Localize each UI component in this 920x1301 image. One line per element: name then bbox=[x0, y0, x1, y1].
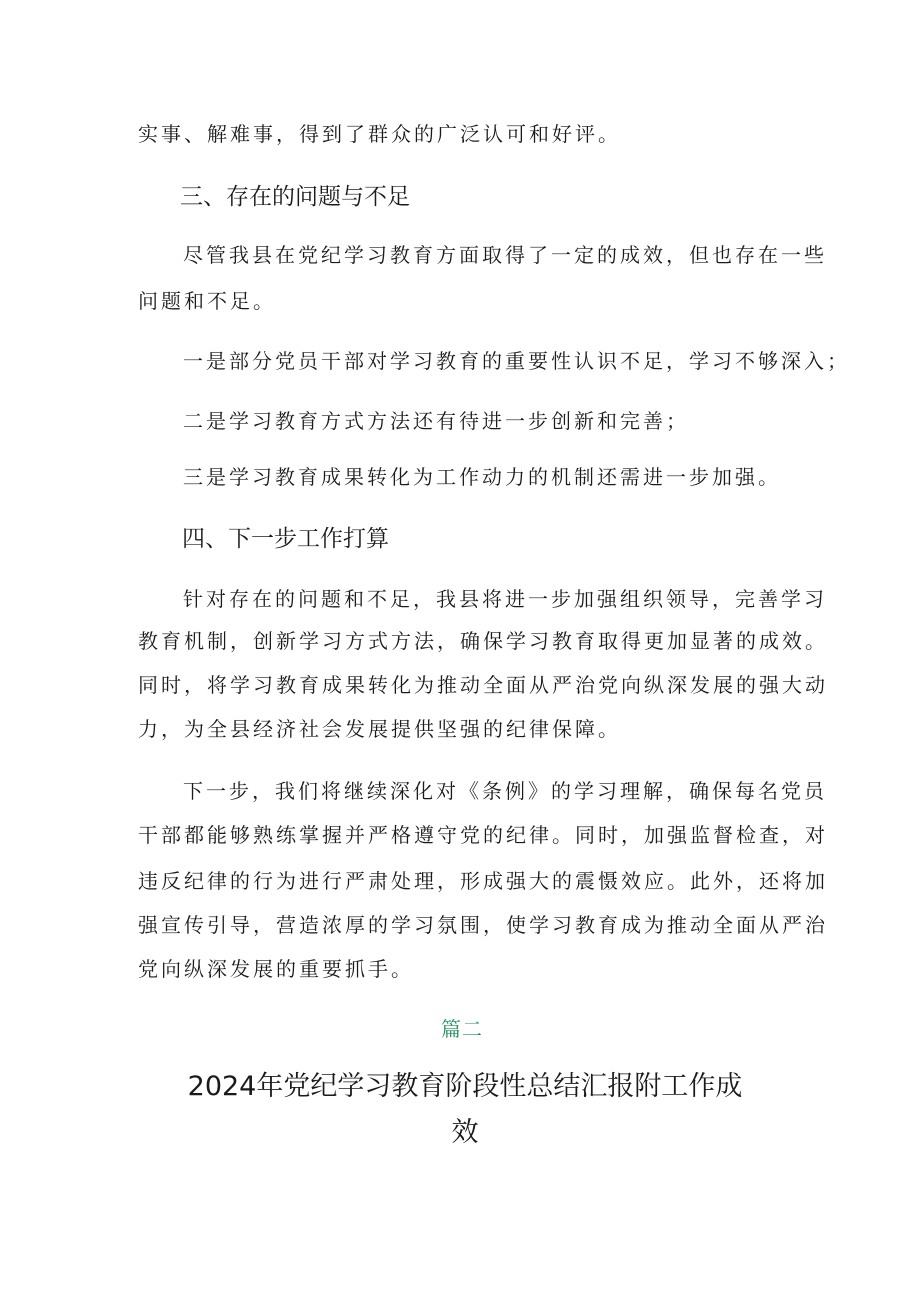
paragraph-line: 二是学习教育方式方法还有待进一步创新和完善； bbox=[183, 409, 689, 433]
document-title: 2024年党纪学习教育阶段性总结汇报附工作成效 bbox=[187, 1071, 743, 1148]
paragraph-line: 党向纵深发展的重要抓手。 bbox=[138, 957, 414, 981]
paragraph-line: 力，为全县经济社会发展提供坚强的纪律保障。 bbox=[138, 717, 621, 741]
paragraph-line: 教育机制，创新学习方式方法，确保学习教育取得更加显著的成效。 bbox=[138, 629, 828, 653]
paragraph-line: 干部都能够熟练掌握并严格遵守党的纪律。同时，加强监督检查，对 bbox=[138, 823, 828, 847]
paragraph-line: 同时，将学习教育成果转化为推动全面从严治党向纵深发展的强大动 bbox=[138, 673, 828, 697]
paragraph-line: 违反纪律的行为进行严肃处理，形成强大的震慑效应。此外，还将加 bbox=[138, 869, 828, 893]
paragraph-line: 尽管我县在党纪学习教育方面取得了一定的成效，但也存在一些 bbox=[183, 243, 827, 267]
paragraph-line: 实事、解难事，得到了群众的广泛认可和好评。 bbox=[138, 122, 621, 146]
paragraph-line: 一是部分党员干部对学习教育的重要性认识不足，学习不够深入； bbox=[183, 349, 850, 373]
section-heading-problems: 三、存在的问题与不足 bbox=[180, 184, 410, 210]
paragraph-line: 强宣传引导，营造浓厚的学习氛围，使学习教育成为推动全面从严治 bbox=[138, 913, 828, 937]
paragraph-line: 三是学习教育成果转化为工作动力的机制还需进一步加强。 bbox=[183, 465, 781, 489]
section-label: 篇二 bbox=[441, 1017, 483, 1041]
section-heading-next-steps: 四、下一步工作打算 bbox=[182, 526, 389, 552]
paragraph-line: 下一步，我们将继续深化对《条例》的学习理解，确保每名党员 bbox=[183, 779, 827, 803]
paragraph-line: 问题和不足。 bbox=[138, 289, 276, 313]
paragraph-line: 针对存在的问题和不足，我县将进一步加强组织领导，完善学习 bbox=[183, 587, 827, 611]
